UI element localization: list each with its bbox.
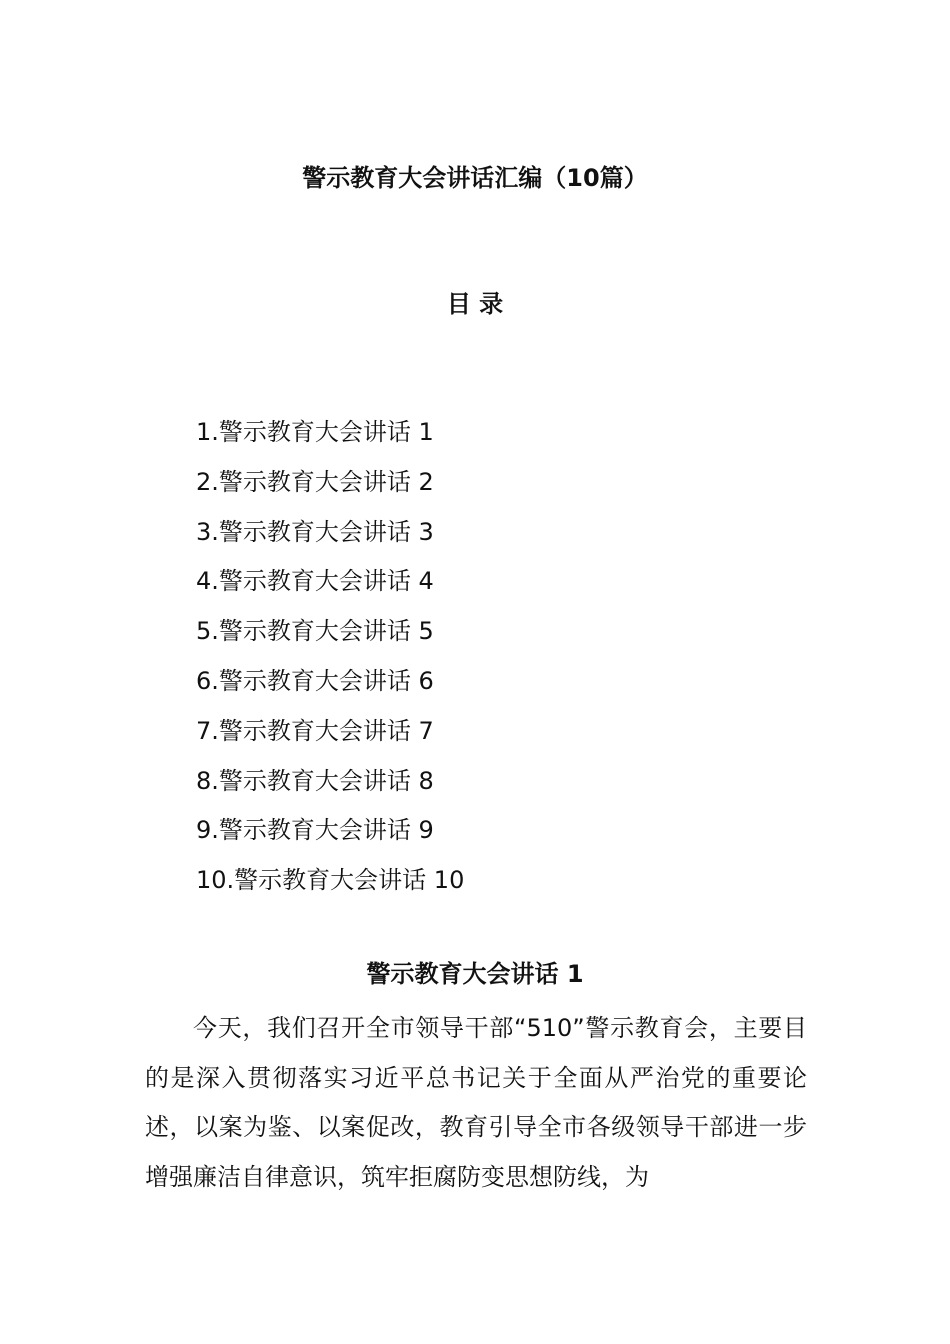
section-heading: 警示教育大会讲话 1 [366,960,584,988]
toc-item-1: 1.警示教育大会讲话 1 [196,418,434,446]
toc-item-6: 6.警示教育大会讲话 6 [196,666,434,695]
toc-item-5: 5.警示教育大会讲话 5 [196,617,434,646]
toc-item-10: 10.警示教育大会讲话 10 [196,866,465,895]
toc-item-2: 2.警示教育大会讲话 2 [196,467,434,496]
toc-item-8: 8.警示教育大会讲话 8 [196,766,434,795]
body-paragraph: 今天，我们召开全市领导干部“510”警示教育会，主要目的是深入贯彻落实习近平总书记关于全面从严治党的重要论述，以案为鉴、以案促改，教育引导全市各级领导干部进一步增强廉洁自律意识，筑牢拒腐防变思想防线，为 [145,1014,807,1191]
toc-item-9: 9.警示教育大会讲话 9 [196,816,434,845]
toc-item-7: 7.警示教育大会讲话 7 [196,716,434,745]
toc-heading: 目 录 [446,290,504,318]
toc-item-3: 3.警示教育大会讲话 3 [196,517,434,546]
toc-item-4: 4.警示教育大会讲话 4 [196,567,434,596]
table-of-contents [196,408,464,906]
document-title: 警示教育大会讲话汇编（10篇） [302,164,648,192]
